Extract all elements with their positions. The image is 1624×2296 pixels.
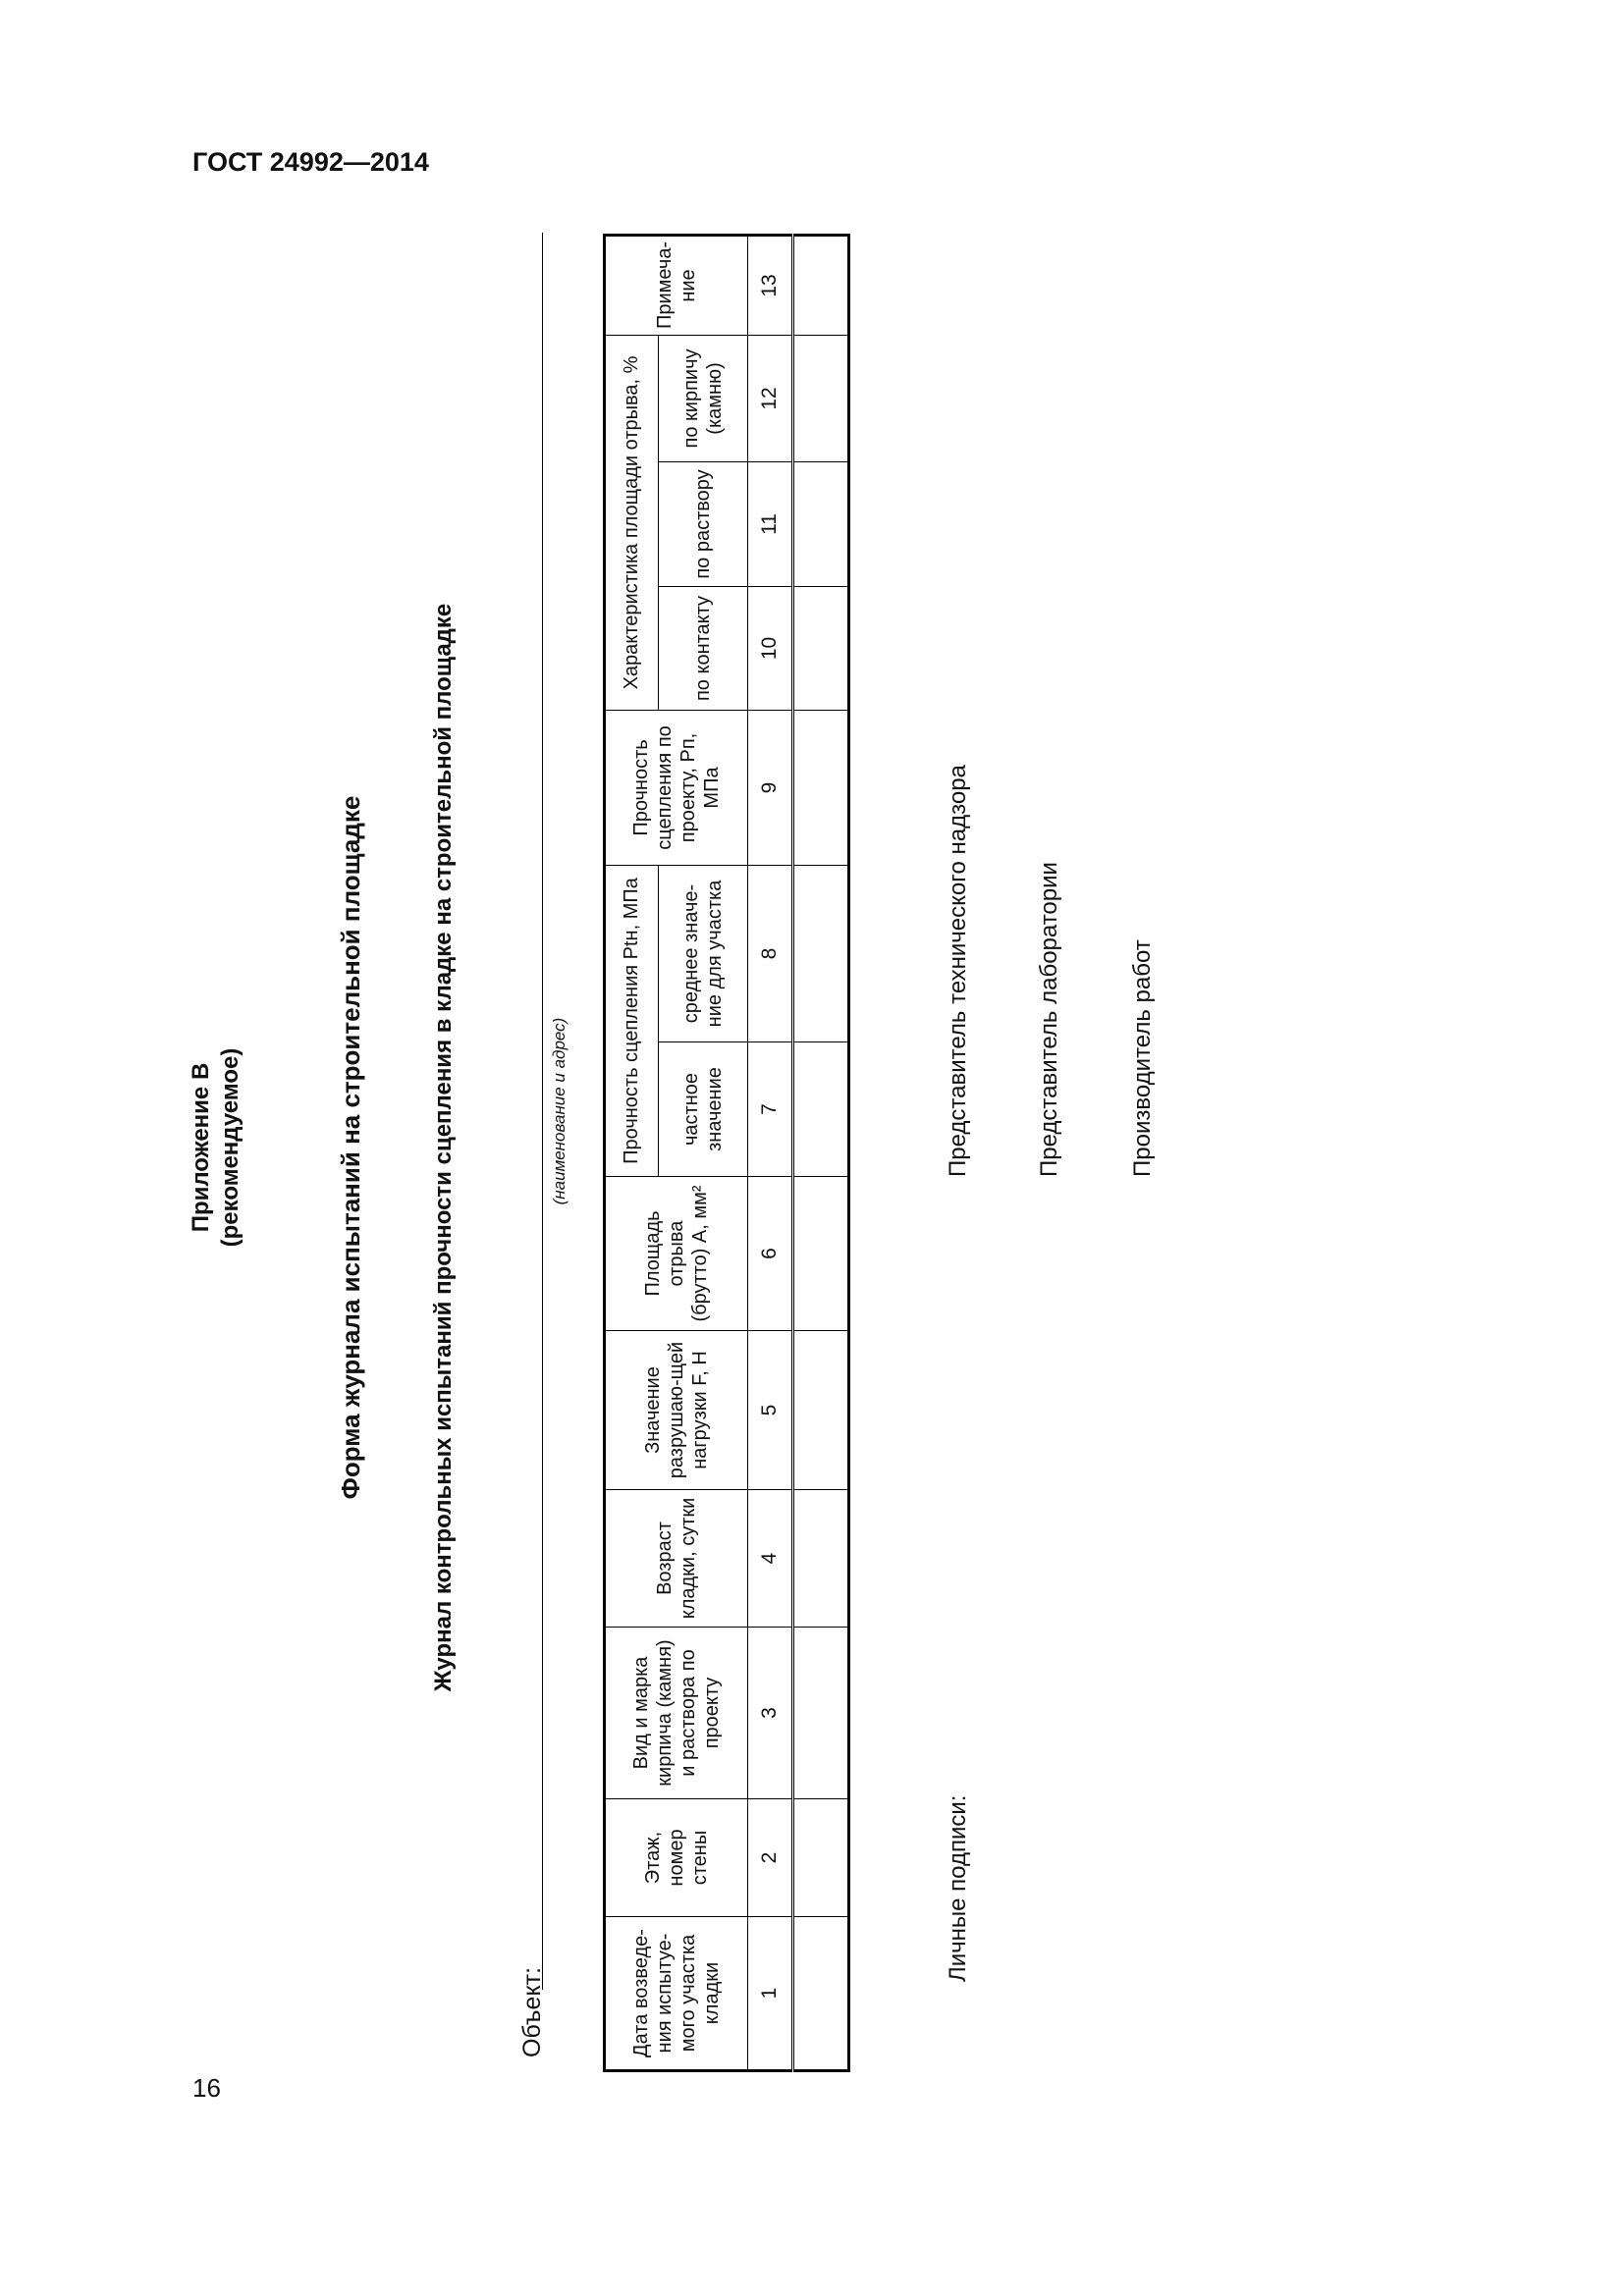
empty-cell[interactable]: [793, 1917, 849, 2071]
appendix-note: (рекомендуемое): [217, 1047, 244, 1248]
empty-cell[interactable]: [793, 1490, 849, 1628]
header-cell-strength: Прочность сцепления Ptн, МПа: [605, 865, 659, 1176]
column-number: 3: [748, 1628, 793, 1799]
empty-cell[interactable]: [793, 235, 849, 335]
header-cell-brick-break: по кирпичу (камню): [658, 335, 747, 461]
column-number: 13: [748, 235, 793, 335]
header-cell-brick: Вид и марка кирпича (камня) и раствора по проекту: [605, 1628, 748, 1799]
empty-cell[interactable]: [793, 461, 849, 586]
header-cell-strength-partial: частное значение: [658, 1042, 747, 1177]
signature-tech-supervision: Представитель технического надзора: [945, 765, 971, 1177]
signature-laboratory: Представитель лаборатории: [1036, 862, 1062, 1177]
column-number: 4: [748, 1490, 793, 1628]
column-number-row: [748, 235, 793, 2070]
column-number: 11: [748, 461, 793, 586]
empty-cell[interactable]: [793, 1331, 849, 1490]
empty-entry-row: [793, 235, 849, 2070]
empty-cell[interactable]: [793, 1799, 849, 1917]
column-number: 6: [748, 1177, 793, 1331]
journal-title: Журнал контрольных испытаний прочности сцепления в кладке на строительной площадке: [430, 603, 457, 1692]
header-cell-date: Дата возведе-ния испытуе-мого участка кладки: [605, 1917, 748, 2071]
column-number: 9: [748, 710, 793, 865]
column-number: 10: [748, 586, 793, 710]
signature-works-manager: Производитель работ: [1129, 939, 1156, 1177]
header-cell-floor: Этаж, номер стены: [605, 1799, 748, 1917]
header-cell-mortar: по раствору: [658, 461, 747, 586]
signatures-label: Личные подписи:: [945, 1794, 971, 1982]
test-journal-table: [603, 234, 850, 2072]
object-label: Объект:: [518, 1966, 546, 2057]
page-number: 16: [192, 2073, 221, 2103]
header-cell-strength-avg: среднее значе-ние для участка: [658, 865, 747, 1041]
header-cell-area: Площадь отрыва (брутто) A, мм²: [605, 1177, 748, 1331]
header-cell-contact: по контакту: [658, 586, 747, 710]
column-number: 7: [748, 1042, 793, 1177]
header-cell-design-strength: Прочность сцепления по проекту, Pп, МПа: [605, 710, 748, 865]
header-cell-age: Возраст кладки, сутки: [605, 1490, 748, 1628]
column-number: 8: [748, 865, 793, 1041]
object-caption: (наименование и адрес): [550, 1017, 568, 1205]
column-number: 5: [748, 1331, 793, 1490]
empty-cell[interactable]: [793, 1042, 849, 1177]
column-number: 1: [748, 1917, 793, 2071]
standard-header: ГОСТ 24992—2014: [192, 147, 429, 177]
column-number: 2: [748, 1799, 793, 1917]
header-cell-load: Значение разрушаю-щей нагрузки F, Н: [605, 1331, 748, 1490]
empty-cell[interactable]: [793, 710, 849, 865]
empty-cell[interactable]: [793, 335, 849, 461]
header-cell-characteristic: Характеристика площади отрыва, %: [605, 335, 659, 710]
empty-cell[interactable]: [793, 1177, 849, 1331]
header-cell-note: Примеча-ние: [605, 235, 748, 335]
empty-cell[interactable]: [793, 1628, 849, 1799]
empty-cell[interactable]: [793, 586, 849, 710]
column-number: 12: [748, 335, 793, 461]
empty-cell[interactable]: [793, 865, 849, 1041]
form-title: Форма журнала испытаний на строительной площадке: [336, 795, 365, 1500]
object-underline: [542, 233, 543, 1990]
appendix-heading: [187, 981, 245, 1314]
appendix-title: Приложение В: [188, 1062, 214, 1233]
table-header-row: [605, 235, 659, 2070]
